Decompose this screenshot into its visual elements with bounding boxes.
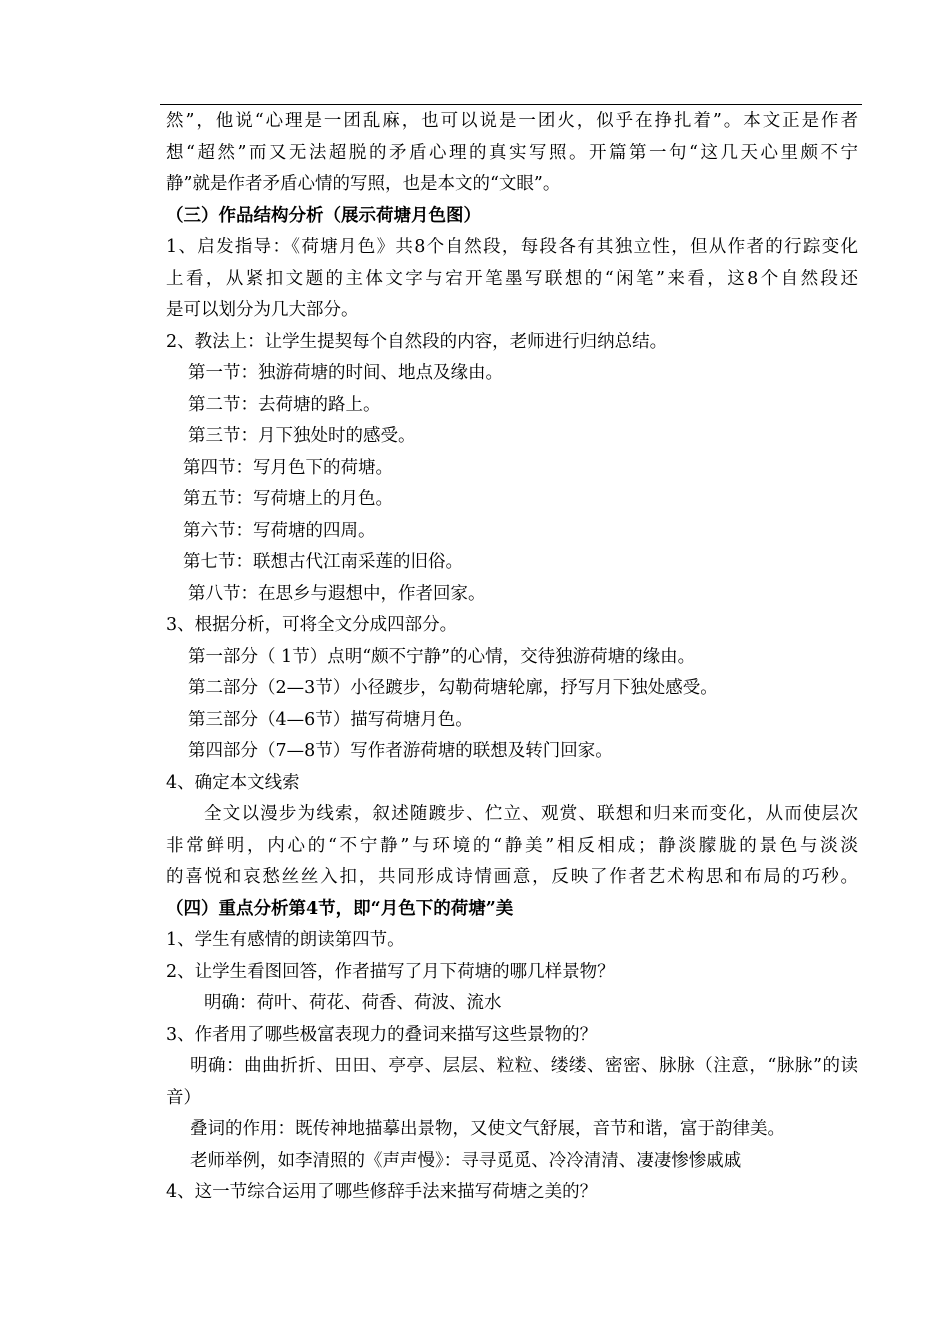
list-item: 第一部分（ 1节）点明“颇不宁静”的心情，交待独游荷塘的缘由。 xyxy=(188,646,696,667)
list-item: 第二部分（2—3节）小径踱步，勾勒荷塘轮廓，抒写月下独处感受。 xyxy=(188,678,718,698)
list-item: 第七节：联想古代江南采莲的旧俗。 xyxy=(183,552,463,572)
paragraph-line: 想“超然”而又无法超脱的矛盾心理的真实写照。开篇第一句“这几天心里颇不宁 xyxy=(166,142,858,163)
header-rule xyxy=(160,104,862,105)
list-item: 第三部分（4—6节）描写荷塘月色。 xyxy=(188,709,473,730)
list-item: 第六节：写荷塘的四周。 xyxy=(183,520,376,541)
paragraph-line: 2、让学生看图回答，作者描写了月下荷塘的哪几样景物？ xyxy=(166,961,615,982)
paragraph-line: 非常鲜明，内心的“不宁静”与环境的“静美”相反相成；静淡朦胧的景色与淡淡 xyxy=(166,835,858,856)
list-item: 第二节：去荷塘的路上。 xyxy=(188,394,381,415)
paragraph-line: 是可以划分为几大部分。 xyxy=(166,300,359,320)
paragraph-line: 2、教法上：让学生提契每个自然段的内容，老师进行归纳总结。 xyxy=(166,331,668,352)
answer-line: 明确：曲曲折折、田田、亭亭、层层、粒粒、缕缕、密密、脉脉（注意，“脉脉”的读 xyxy=(190,1056,858,1076)
list-item: 第三节：月下独处时的感受。 xyxy=(188,426,416,446)
list-item: 第四部分（7—8节）写作者游荷塘的联想及转门回家。 xyxy=(188,741,613,761)
list-item: 第一节：独游荷塘的时间、地点及缘由。 xyxy=(188,363,503,383)
list-item: 第八节：在思乡与遐想中，作者回家。 xyxy=(188,583,486,604)
answer-line: 明确：荷叶、荷花、荷香、荷波、流水 xyxy=(204,993,502,1013)
paragraph-line: 1、启发指导：《荷塘月色》共8个自然段，每段各有其独立性，但从作者的行踪变化 xyxy=(166,237,858,257)
paragraph-line: 全文以漫步为线索，叙述随踱步、伫立、观赏、联想和归来而变化，从而使层次 xyxy=(204,804,858,824)
paragraph-line: 上看，从紧扣文题的主体文字与宕开笔墨写联想的“闲笔”来看，这8个自然段还 xyxy=(166,268,858,289)
paragraph-line: 老师举例，如李清照的《声声慢》：寻寻觅觅、冷冷清清、凄凄惨惨戚戚 xyxy=(190,1150,742,1171)
paragraph-line: 3、作者用了哪些极富表现力的叠词来描写这些景物的？ xyxy=(166,1024,598,1045)
paragraph-line: 1、学生有感情的朗读第四节。 xyxy=(166,930,405,950)
section-heading-3: （三）作品结构分析（展示荷塘月色图） xyxy=(166,205,481,226)
list-item: 第五节：写荷塘上的月色。 xyxy=(183,489,393,509)
document-page xyxy=(166,106,858,1209)
list-item: 第四节：写月色下的荷塘。 xyxy=(183,457,393,478)
paragraph-line: 静”就是作者矛盾心情的写照，也是本文的“文眼”。 xyxy=(166,174,561,194)
paragraph-line: 然”，他说“心理是一团乱麻，也可以说是一团火，似乎在挣扎着”。本文正是作者 xyxy=(166,111,858,131)
paragraph-line: 的喜悦和哀愁丝丝入扣，共同形成诗情画意，反映了作者艺术构思和布局的巧秒。 xyxy=(166,867,858,887)
paragraph-line: 4、确定本文线索 xyxy=(166,772,300,793)
section-heading-4: （四）重点分析第4节，即“月色下的荷塘”美 xyxy=(166,898,514,919)
paragraph-line: 叠词的作用：既传神地描摹出景物，又使文气舒展，音节和谐，富于韵律美。 xyxy=(190,1119,785,1139)
paragraph-line: 4、这一节综合运用了哪些修辞手法来描写荷塘之美的？ xyxy=(166,1182,598,1202)
paragraph-line: 3、根据分析，可将全文分成四部分。 xyxy=(166,615,458,635)
paragraph-line: 音） xyxy=(166,1087,201,1108)
